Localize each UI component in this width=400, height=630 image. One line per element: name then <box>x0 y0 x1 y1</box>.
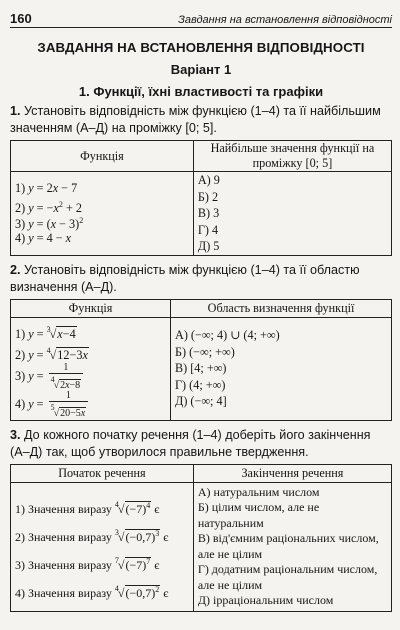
task-3-endings-cell <box>193 482 391 611</box>
page-header <box>10 6 392 28</box>
task-1-number: 1. <box>10 104 21 118</box>
task-3-ending-5: Д) ірраціональним числом <box>197 593 334 607</box>
section-heading: 1. Функції, їхні властивості та графіки <box>78 84 324 99</box>
task-1-function-1: 1) y = 2x − 7 <box>15 181 78 196</box>
task-3-start-1: 1) Значення виразу $^4√(-7)^4$ є <box>15 499 160 516</box>
task-2-answer-3: В) [4; +∞) <box>175 361 227 376</box>
task-1-col-value: Найбільше значення функції на проміжку [0; 5] <box>193 141 391 172</box>
task-1-function-4: 4) y = 4 − x <box>15 230 72 245</box>
task-1-answer-2: Б) 2 <box>197 189 219 204</box>
task-2-function-3: 3) y = $\frac{1}{^4√2x-8}$ <box>15 362 166 390</box>
task-3-text <box>10 427 392 461</box>
task-3-table <box>10 464 392 612</box>
task-1-text <box>10 103 392 137</box>
task-1-answer-1: А) 9 <box>197 173 220 187</box>
task-1-answers-cell <box>193 172 391 256</box>
task-2-table <box>10 299 392 421</box>
page-title: ЗАВДАННЯ НА ВСТАНОВЛЕННЯ ВІДПОВІДНОСТІ <box>37 40 365 55</box>
task-2-answer-5: Д) (−∞; 4] <box>175 394 227 409</box>
task-2-function-1: 1) y = $^3$√x−4 <box>15 324 76 341</box>
task-2-col-domain: Область визначення функції <box>171 299 392 317</box>
page-number: 160 <box>10 11 32 26</box>
task-2-text <box>10 262 392 296</box>
task-3-statement: До кожного початку речення (1–4) доберіть його закінчення (А–Д) так, щоб утворилося правильне твердження. <box>10 427 371 459</box>
task-3-start-3: 3) Значення виразу $^7√(-7)^7$ є <box>15 555 160 572</box>
task-3-ending-2: Б) цілим числом, але не натуральним <box>197 500 320 530</box>
task-2-answer-1: А) (−∞; 4) ∪ (4; +∞) <box>175 328 280 343</box>
task-2-functions-cell <box>11 317 171 420</box>
task-3-ending-4: Г) додатним раціональним числом, але не цілим <box>197 562 378 592</box>
task-2-statement: Установіть відповідність між функцією (1–4) та її областю визначення (А–Д). <box>10 262 360 294</box>
task-1-statement: Установіть відповідність між функцією (1–4) та її найбільшим значенням (А–Д) на проміжку [0; 5]. <box>10 104 381 135</box>
task-1-function-3: 3) $y = (x - 3)^2$ <box>15 216 84 232</box>
task-2-answer-2: Б) (−∞; +∞) <box>175 344 235 359</box>
task-2-answers-cell <box>171 317 392 420</box>
task-3-ending-3: В) від'ємним раціональних числом, але не цілим <box>197 531 379 561</box>
task-3-start-4: 4) Значення виразу $^4√(-0,7)^2$ є <box>15 583 169 600</box>
task-2-col-function: Функція <box>11 299 171 317</box>
task-1-answer-4: Г) 4 <box>197 222 219 237</box>
task-1-functions-cell <box>11 172 194 256</box>
task-2-function-4: 4) y = $\frac{1}{^5√20-5x}$ <box>15 390 166 418</box>
task-3-col-ending: Закінчення речення <box>193 464 391 482</box>
task-1-answer-3: В) 3 <box>197 206 220 220</box>
task-3-number: 3. <box>10 427 21 442</box>
task-3-ending-1: А) натуральним числом <box>197 484 320 499</box>
task-3-col-start: Початок речення <box>11 464 194 482</box>
task-2-function-2: 2) y = $^4$√12−3x <box>15 345 88 362</box>
variant-heading: Варіант 1 <box>170 62 232 77</box>
task-1-col-function: Функція <box>11 141 194 172</box>
task-2-number: 2. <box>10 262 21 277</box>
task-1-table <box>10 140 392 256</box>
task-3-starts-cell <box>11 482 194 611</box>
task-1-function-2: 2) $y = -x^2 + 2$ <box>15 199 82 215</box>
running-title: Завдання на встановлення відповідності <box>178 14 392 26</box>
task-1-answer-5: Д) 5 <box>197 239 220 253</box>
task-2-answer-4: Г) (4; +∞) <box>175 377 226 392</box>
task-3-start-2: 2) Значення виразу $^3√(-0,7)^3$ є <box>15 527 169 544</box>
page <box>10 6 392 612</box>
